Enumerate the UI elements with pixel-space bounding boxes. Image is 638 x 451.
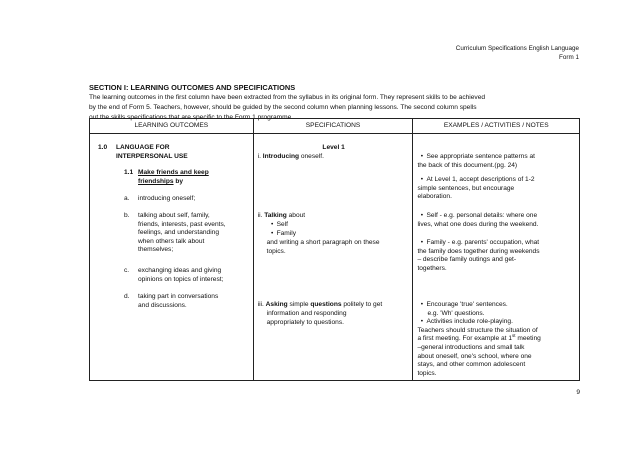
note-line: e.g. 'Wh' questions. bbox=[427, 309, 485, 317]
spec-iii-keyword2: questions bbox=[310, 301, 342, 308]
intro-line: out the skills specifications that are specific to the Form 1 programme. bbox=[89, 114, 294, 121]
outcome-a-text: introducing oneself; bbox=[138, 195, 196, 202]
bullet-icon: • bbox=[420, 176, 424, 183]
note-line: –general introductions and small talk bbox=[417, 343, 525, 351]
note-line: the back of this document.(pg. 24) bbox=[417, 161, 518, 169]
note-line: togethers. bbox=[417, 264, 447, 272]
spec-ii-item bbox=[268, 221, 288, 230]
bullet-icon: • bbox=[270, 230, 274, 237]
note-questions bbox=[417, 301, 540, 378]
note-line: Teachers should structure the situation of bbox=[417, 326, 538, 334]
spec-ii-after bbox=[267, 239, 380, 256]
sub-outcome-title-line2 bbox=[138, 178, 183, 187]
sub-outcome-by: by bbox=[173, 178, 184, 185]
note-text: meeting bbox=[515, 335, 541, 343]
spec-ii-item-text: Family bbox=[276, 230, 297, 237]
outcome-b-text bbox=[138, 212, 226, 255]
bullet-icon: • bbox=[420, 318, 424, 326]
specifications-cell bbox=[253, 134, 413, 381]
header-learning-outcomes: LEARNING OUTCOMES bbox=[90, 119, 254, 134]
intro-line: The learning outcomes in the first column have been extracted from the syllabus in its original form. They represent skills to be achieved bbox=[89, 94, 486, 101]
note-line: Self - e.g. personal details: where one bbox=[426, 212, 538, 219]
spec-i-prefix: i. bbox=[257, 153, 263, 160]
spec-iii-line: appropriately to questions. bbox=[266, 318, 344, 326]
note-line: simple sentences, but encourage bbox=[417, 184, 515, 192]
outcome-title-line2: INTERPERSONAL USE bbox=[116, 153, 188, 160]
outcome-a-label: a. bbox=[124, 195, 130, 202]
outcome-d-label: d. bbox=[124, 293, 130, 300]
spec-ii bbox=[258, 212, 306, 221]
specifications-table bbox=[89, 118, 580, 381]
spec-ii-keyword: Talking bbox=[264, 212, 287, 219]
note-line: Encourage 'true' sentences. bbox=[426, 301, 508, 308]
note-line: See appropriate sentence patterns at bbox=[426, 153, 535, 160]
header-title: Curriculum Specifications English Language bbox=[455, 45, 579, 52]
table-header-row bbox=[90, 119, 580, 134]
sub-outcome-number: 1.1 bbox=[124, 169, 134, 176]
spec-i bbox=[258, 153, 324, 162]
outcome-number: 1.0 bbox=[98, 144, 108, 151]
spec-iii-prefix: iii. bbox=[257, 301, 266, 308]
note-self bbox=[417, 212, 538, 229]
outcome-d-text bbox=[138, 293, 218, 310]
note-family bbox=[417, 239, 539, 273]
outcome-c-label: c. bbox=[124, 267, 130, 274]
note-sentence-patterns bbox=[417, 153, 535, 170]
outcome-b-line: when others talk about bbox=[138, 237, 205, 245]
note-line: elaboration. bbox=[417, 193, 452, 201]
header-specifications: SPECIFICATIONS bbox=[253, 119, 413, 134]
sub-outcome-title-line1: Make friends and keep bbox=[138, 169, 209, 176]
note-line bbox=[417, 335, 540, 344]
learning-outcomes-cell bbox=[90, 134, 254, 381]
spec-i-text: oneself. bbox=[299, 153, 324, 160]
bullet-icon: • bbox=[270, 221, 274, 228]
note-line: – describe family outings and get- bbox=[417, 256, 517, 264]
bullet-icon: • bbox=[420, 301, 424, 308]
outcome-title-line1: LANGUAGE FOR bbox=[116, 144, 170, 151]
note-line: lives, what one does during the weekend. bbox=[417, 220, 539, 228]
note-line: At Level 1, accept descriptions of 1-2 bbox=[426, 176, 535, 183]
note-text: a first meeting. For example at 1 bbox=[417, 335, 512, 343]
note-line: the family does together during weekends bbox=[417, 247, 540, 255]
spec-iii-text: politely to get bbox=[341, 301, 383, 308]
header-form: Form 1 bbox=[559, 54, 579, 61]
table-row bbox=[90, 134, 580, 381]
page-number: 9 bbox=[576, 389, 580, 396]
spec-i-keyword: Introducing bbox=[262, 153, 300, 160]
note-line: stays, and other common adolescent bbox=[417, 361, 526, 369]
spec-iii-keyword: Asking bbox=[265, 301, 288, 308]
spec-ii-after-line: and writing a short paragraph on these bbox=[266, 239, 380, 246]
spec-iii-line: information and responding bbox=[266, 310, 347, 317]
section-title: SECTION I: LEARNING OUTCOMES AND SPECIFICATIONS bbox=[89, 83, 296, 92]
outcome-b-line: talking about self, family, bbox=[138, 212, 210, 219]
document-header bbox=[456, 44, 579, 62]
outcome-d-line: taking part in conversations bbox=[138, 293, 219, 300]
spec-iii-mid: simple bbox=[287, 301, 311, 308]
spec-ii-item bbox=[268, 230, 296, 239]
outcome-b-label: b. bbox=[124, 212, 130, 219]
spec-iii-cont bbox=[267, 310, 347, 327]
note-superscript: st bbox=[512, 333, 516, 339]
spec-ii-prefix: ii. bbox=[257, 212, 265, 219]
outcome-c-line: exchanging ideas and giving bbox=[138, 267, 222, 274]
note-level1 bbox=[417, 176, 534, 202]
spec-ii-after-line: topics. bbox=[266, 247, 286, 255]
outcome-c-text bbox=[138, 267, 223, 284]
outcome-b-line: feelings, and understanding bbox=[138, 229, 220, 237]
notes-cell bbox=[413, 134, 580, 381]
bullet-icon: • bbox=[420, 239, 424, 246]
outcome-c-line: opinions on topics of interest; bbox=[138, 275, 224, 283]
note-line: about oneself, one's school, where one bbox=[417, 352, 532, 360]
outcome-b-line: friends, interests, past events, bbox=[138, 220, 226, 228]
note-line: Activities include role-playing. bbox=[426, 318, 513, 326]
spec-ii-item-text: Self bbox=[276, 221, 288, 228]
note-line: topics. bbox=[417, 369, 437, 377]
outcome-b-line: themselves; bbox=[138, 246, 174, 254]
bullet-icon: • bbox=[420, 212, 424, 219]
header-examples-notes: EXAMPLES / ACTIVITIES / NOTES bbox=[413, 119, 580, 134]
level-heading: Level 1 bbox=[322, 144, 345, 151]
intro-line: by the end of Form 5. Teachers, however, should be guided by the second column when planning lessons. The second column spells bbox=[89, 104, 477, 111]
sub-outcome-friendships: friendships bbox=[138, 178, 174, 185]
outcome-d-line: and discussions. bbox=[138, 301, 187, 309]
bullet-icon: • bbox=[420, 153, 424, 160]
spec-iii bbox=[258, 301, 383, 310]
spec-ii-text: about bbox=[286, 212, 306, 219]
note-line: Family - e.g. parents' occupation, what bbox=[426, 239, 540, 246]
